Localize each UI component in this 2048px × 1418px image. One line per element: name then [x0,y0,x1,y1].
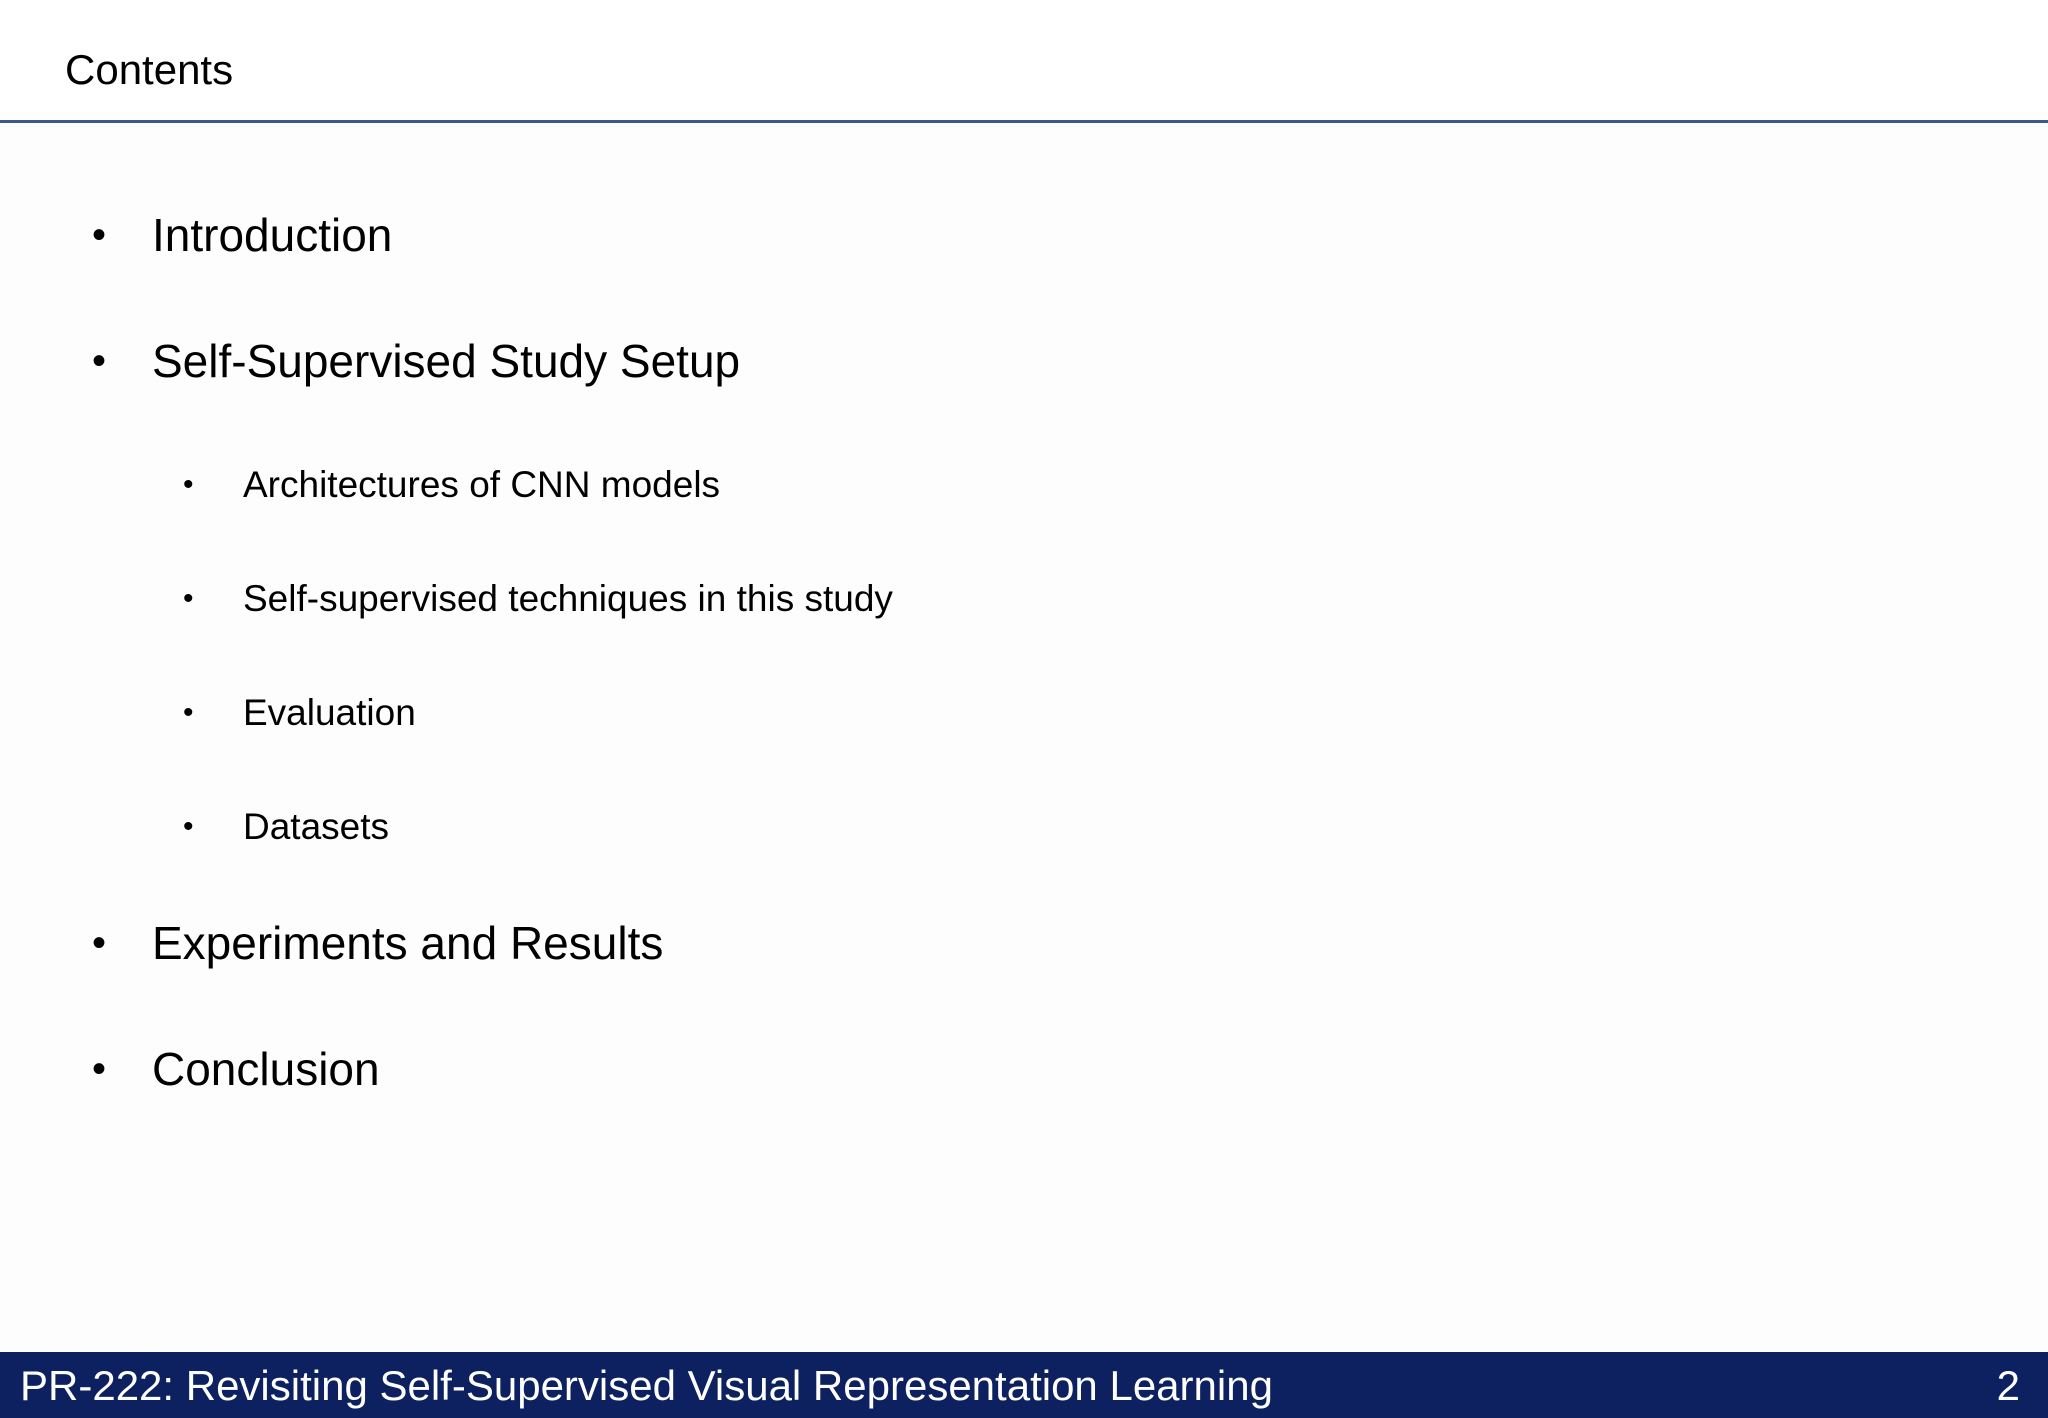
toc-item-label: Experiments and Results [152,917,664,969]
slide-title: Contents [65,46,234,93]
toc-item-label: Self-Supervised Study Setup [152,335,741,387]
footer-title: PR-222: Revisiting Self-Supervised Visual Representation Learning [20,1362,1273,1409]
slide-header [0,0,2048,123]
toc-subitem-label: Self-supervised techniques in this study [243,578,893,619]
bullet-icon: • [183,810,194,843]
toc-subitem-label: Datasets [243,806,390,847]
bullet-icon: • [183,696,194,729]
slide-footer [0,1352,2048,1418]
bullet-icon: • [92,339,107,383]
toc-subitem-label: Architectures of CNN models [243,464,721,505]
toc-item-label: Introduction [152,209,393,261]
toc-item-label: Conclusion [152,1043,380,1095]
bullet-icon: • [92,213,107,257]
bullet-icon: • [92,1047,107,1091]
toc-subitem-label: Evaluation [243,692,416,733]
page-number: 2 [1996,1362,2020,1409]
bullet-icon: • [92,921,107,965]
bullet-icon: • [183,582,194,615]
bullet-icon: • [183,468,194,501]
